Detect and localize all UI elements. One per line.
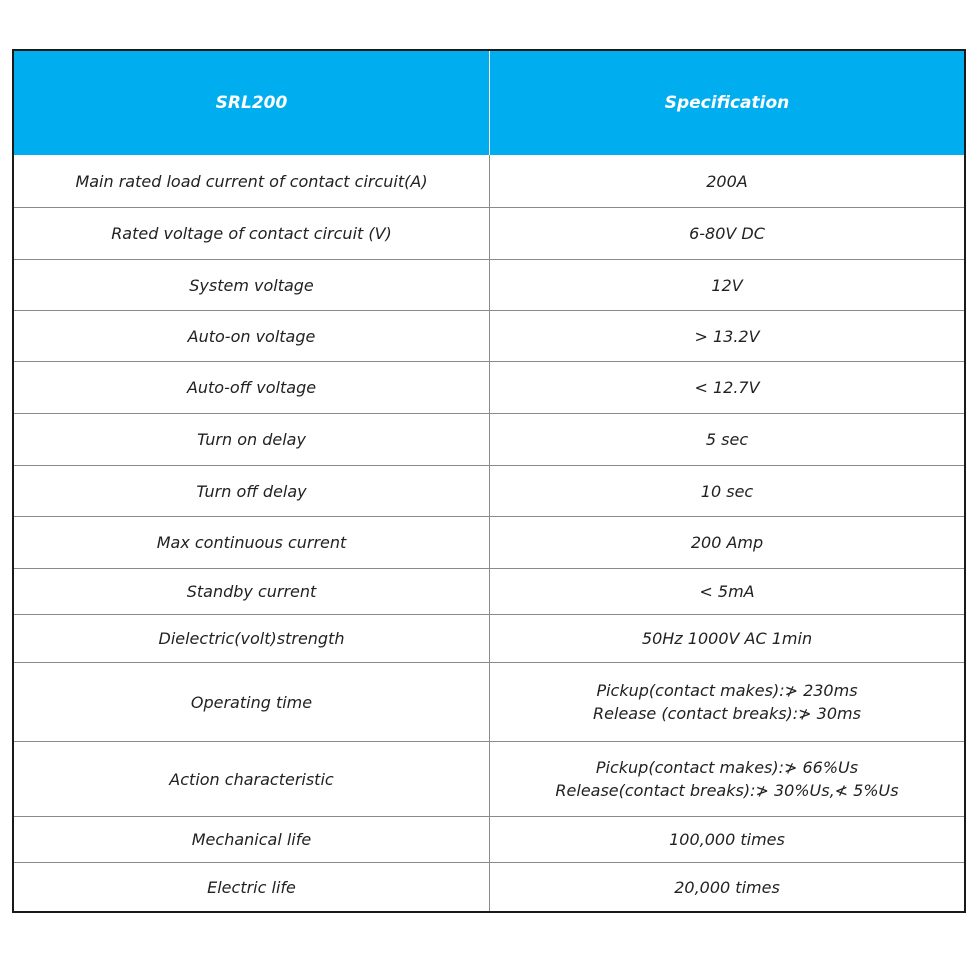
value-lines: [711, 274, 742, 297]
header-model-cell: SRL200: [14, 51, 490, 155]
value-lines: [669, 828, 785, 851]
value-line: 50Hz 1000V AC 1min: [641, 629, 813, 648]
value-lines: [689, 222, 765, 245]
value-line: 20,000 times: [674, 877, 780, 897]
parameter-label: System voltage: [14, 260, 490, 310]
parameter-value: [490, 362, 964, 413]
value-lines: [674, 876, 780, 899]
value-line: 10 sec: [700, 481, 754, 501]
parameter-value: [490, 863, 964, 911]
table-row: [14, 816, 964, 862]
parameter-label: Auto-on voltage: [14, 311, 490, 361]
table-body: [14, 155, 964, 911]
parameter-label: Max continuous current: [14, 517, 490, 568]
parameter-value: [490, 466, 964, 516]
parameter-value: [490, 155, 964, 207]
parameter-value: [490, 414, 964, 465]
table-row: [14, 207, 964, 259]
table-row: [14, 862, 964, 911]
parameter-value: [490, 208, 964, 259]
parameter-value: [490, 260, 964, 310]
value-line: Pickup(contact makes):≯ 230ms: [596, 681, 858, 700]
header-specification-cell: Specification: [664, 92, 790, 113]
table-row: [14, 259, 964, 310]
value-lines: [699, 580, 754, 603]
table-row: [14, 516, 964, 568]
table-row: [14, 568, 964, 614]
value-lines: [694, 325, 759, 348]
table-row: [14, 614, 964, 662]
value-line: Pickup(contact makes):≯ 66%Us: [595, 758, 859, 777]
parameter-label: Electric life: [14, 863, 490, 911]
parameter-value: [490, 615, 964, 662]
parameter-label: Rated voltage of contact circuit (V): [14, 208, 490, 259]
parameter-label: Turn on delay: [14, 414, 490, 465]
parameter-value: [490, 569, 964, 614]
table-row: [14, 465, 964, 516]
table-header-row: [14, 51, 964, 155]
value-lines: [593, 679, 861, 725]
parameter-label: Standby current: [14, 569, 490, 614]
value-line: 12V: [711, 275, 743, 295]
value-line: 5 sec: [705, 430, 749, 449]
value-lines: [691, 531, 763, 554]
table-row: [14, 155, 964, 207]
table-row: [14, 662, 964, 741]
parameter-value: [490, 311, 964, 361]
table-row: [14, 413, 964, 465]
spec-table: [12, 49, 966, 913]
value-line: 200 Amp: [690, 533, 764, 552]
parameter-value: [490, 663, 964, 741]
value-line: 6-80V DC: [689, 224, 765, 243]
value-line: Release(contact breaks):≯ 30%Us,≮ 5%Us: [555, 781, 899, 800]
parameter-value: [490, 817, 964, 862]
value-line: < 5mA: [699, 582, 755, 601]
parameter-label: Operating time: [14, 663, 490, 741]
value-lines: [701, 480, 753, 503]
value-lines: [694, 376, 759, 399]
parameter-label: Action characteristic: [14, 742, 490, 816]
parameter-label: Auto-off voltage: [14, 362, 490, 413]
value-line: 100,000 times: [669, 830, 785, 849]
value-line: < 12.7V: [694, 378, 760, 397]
value-lines: [642, 627, 812, 650]
parameter-label: Dielectric(volt)strength: [14, 615, 490, 662]
parameter-value: [490, 517, 964, 568]
value-line: > 13.2V: [694, 326, 760, 346]
parameter-label: Mechanical life: [14, 817, 490, 862]
table-row: [14, 361, 964, 413]
table-row: [14, 741, 964, 816]
parameter-label: Main rated load current of contact circuit(A): [14, 155, 490, 207]
table-row: [14, 310, 964, 361]
value-lines: [706, 428, 748, 451]
value-line: 200A: [706, 171, 748, 191]
parameter-label: Turn off delay: [14, 466, 490, 516]
parameter-value: [490, 742, 964, 816]
value-lines: [555, 756, 898, 802]
value-lines: [706, 170, 747, 193]
value-line: Release (contact breaks):≯ 30ms: [593, 704, 861, 723]
